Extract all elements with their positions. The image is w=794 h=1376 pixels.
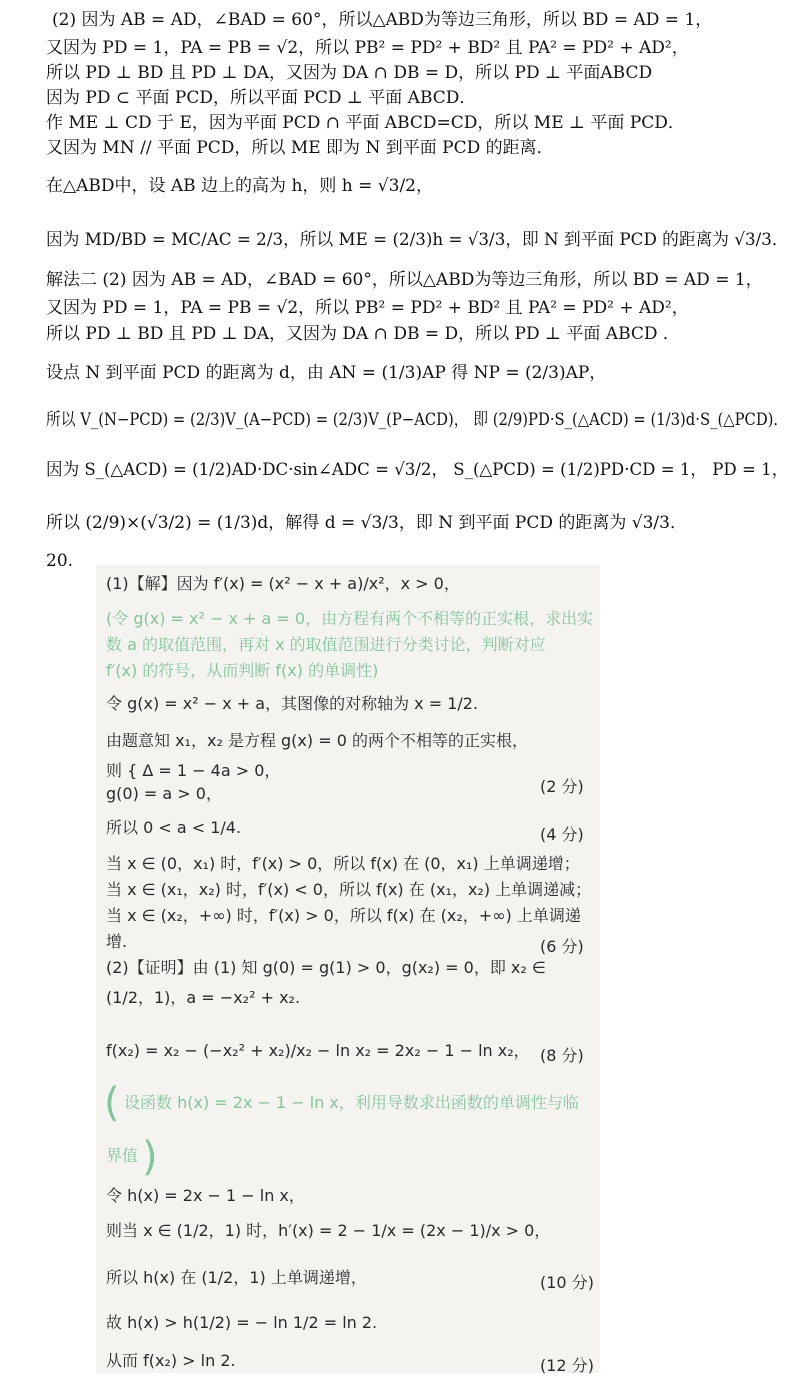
answer-line: 故 h(x) > h(1/2) = − ln 1/2 = ln 2. (106, 1313, 378, 1332)
answer-line: 令 h(x) = 2x − 1 − ln x， (106, 1186, 305, 1205)
answer-line: 当 x ∈ (0，x₁) 时，f′(x) > 0，所以 f(x) 在 (0，x₁) 上单调递增； (106, 854, 580, 873)
solution-line: (2) 因为 AB = AD，∠BAD = 60°，所以△ABD为等边三角形，所以 BD = AD = 1， (52, 10, 713, 30)
answer-line: (1)【解】因为 f′(x) = (x² − x + a)/x²，x > 0， (106, 574, 460, 593)
score-marker: (8 分) (540, 1046, 584, 1065)
score-marker: (2 分) (540, 777, 584, 796)
hint-close-paren: ) (142, 1134, 158, 1180)
answer-line: f(x₂) = x₂ − (−x₂² + x₂)/x₂ − ln x₂ = 2x₂ − 1 − ln x₂， (106, 1041, 530, 1060)
solution-line: 所以 PD ⊥ BD 且 PD ⊥ DA，又因为 DA ∩ DB = D，所以 PD ⊥ 平面ABCD (46, 63, 653, 83)
answer-line: (2)【证明】由 (1) 知 g(0) = g(1) > 0，g(x₂) = 0，即 x₂ ∈ (106, 958, 546, 977)
answer-line: (1/2，1)，a = −x₂² + x₂. (106, 988, 301, 1007)
hint-line: f′(x) 的符号，从而判断 f(x) 的单调性) (106, 661, 379, 680)
hint-open-paren: ( (104, 1080, 120, 1126)
solution-line: 又因为 PD = 1，PA = PB = √2，所以 PB² = PD² + BD² 且 PA² = PD² + AD²， (46, 38, 689, 58)
solution-line: 解法二 (2) 因为 AB = AD，∠BAD = 60°，所以△ABD为等边三角形，所以 BD = AD = 1， (46, 270, 763, 290)
score-marker: (6 分) (540, 937, 584, 956)
solution-line: 在△ABD中，设 AB 边上的高为 h，则 h = √3/2， (46, 176, 433, 196)
answer-line: 则 { Δ = 1 − 4a > 0， (106, 761, 281, 780)
solution-line: 又因为 MN // 平面 PCD，所以 ME 即为 N 到平面 PCD 的距离． (46, 138, 554, 158)
solution-line: 因为 S_(△ACD) = (1/2)AD·DC·sin∠ADC = √3/2， S_(△PCD) = (1/2)PD·CD = 1， PD = 1， (46, 460, 789, 480)
answer-line: 从而 f(x₂) > ln 2. (106, 1351, 236, 1370)
score-marker: (12 分) (540, 1356, 594, 1375)
answer-line: g(0) = a > 0， (106, 784, 222, 803)
answer-line: 当 x ∈ (x₁，x₂) 时，f′(x) < 0，所以 f(x) 在 (x₁，x₂) 上单调递减； (106, 880, 592, 899)
solution-line: 作 ME ⊥ CD 于 E，因为平面 PCD ∩ 平面 ABCD=CD，所以 ME ⊥ 平面 PCD． (46, 113, 685, 133)
score-marker: (10 分) (540, 1273, 594, 1292)
score-marker: (4 分) (540, 825, 584, 844)
answer-line: 当 x ∈ (x₂，+∞) 时，f′(x) > 0，所以 f(x) 在 (x₂，+∞) 上单调递 (106, 906, 581, 925)
answer-line: 由题意知 x₁，x₂ 是方程 g(x) = 0 的两个不相等的正实根， (106, 731, 528, 750)
hint-line: 设函数 h(x) = 2x − 1 − ln x，利用导数求出函数的单调性与临 (124, 1093, 579, 1112)
solution-line: 所以 V_(N−PCD) = (2/3)V_(A−PCD) = (2/3)V_(P−ACD)， 即 (2/9)PD·S_(△ACD) = (1/3)d·S_(△PCD)． (46, 410, 789, 430)
answer-line: 令 g(x) = x² − x + a，其图像的对称轴为 x = 1/2. (106, 694, 479, 713)
hint-line: 数 a 的取值范围，再对 x 的取值范围进行分类讨论，判断对应 (106, 635, 546, 654)
answer-line: 所以 h(x) 在 (1/2，1) 上单调递增， (106, 1268, 367, 1287)
solution-line: 因为 PD ⊂ 平面 PCD，所以平面 PCD ⊥ 平面 ABCD． (46, 88, 477, 108)
solution-line: 又因为 PD = 1，PA = PB = √2，所以 PB² = PD² + BD² 且 PA² = PD² + AD²， (46, 298, 689, 318)
solution-line: 因为 MD/BD = MC/AC = 2/3，所以 ME = (2/3)h = √3/3，即 N 到平面 PCD 的距离为 √3/3． (46, 230, 789, 250)
problem-number: 20. (46, 551, 74, 571)
hint-line: 界值 (106, 1146, 139, 1165)
solution-line: 设点 N 到平面 PCD 的距离为 d，由 AN = (1/3)AP 得 NP = (2/3)AP， (46, 363, 607, 383)
solution-line: 所以 PD ⊥ BD 且 PD ⊥ DA，又因为 DA ∩ DB = D，所以 PD ⊥ 平面 ABCD ． (46, 324, 680, 344)
answer-line: 则当 x ∈ (1/2，1) 时，h′(x) = 2 − 1/x = (2x − 1)/x > 0， (106, 1221, 551, 1240)
answer-line: 增. (106, 932, 128, 951)
hint-line: (令 g(x) = x² − x + a = 0，由方程有两个不相等的正实根，求出实 (106, 609, 594, 628)
answer-line: 所以 0 < a < 1/4. (106, 818, 242, 837)
solution-line: 所以 (2/9)×(√3/2) = (1/3)d，解得 d = √3/3，即 N 到平面 PCD 的距离为 √3/3． (46, 513, 687, 533)
